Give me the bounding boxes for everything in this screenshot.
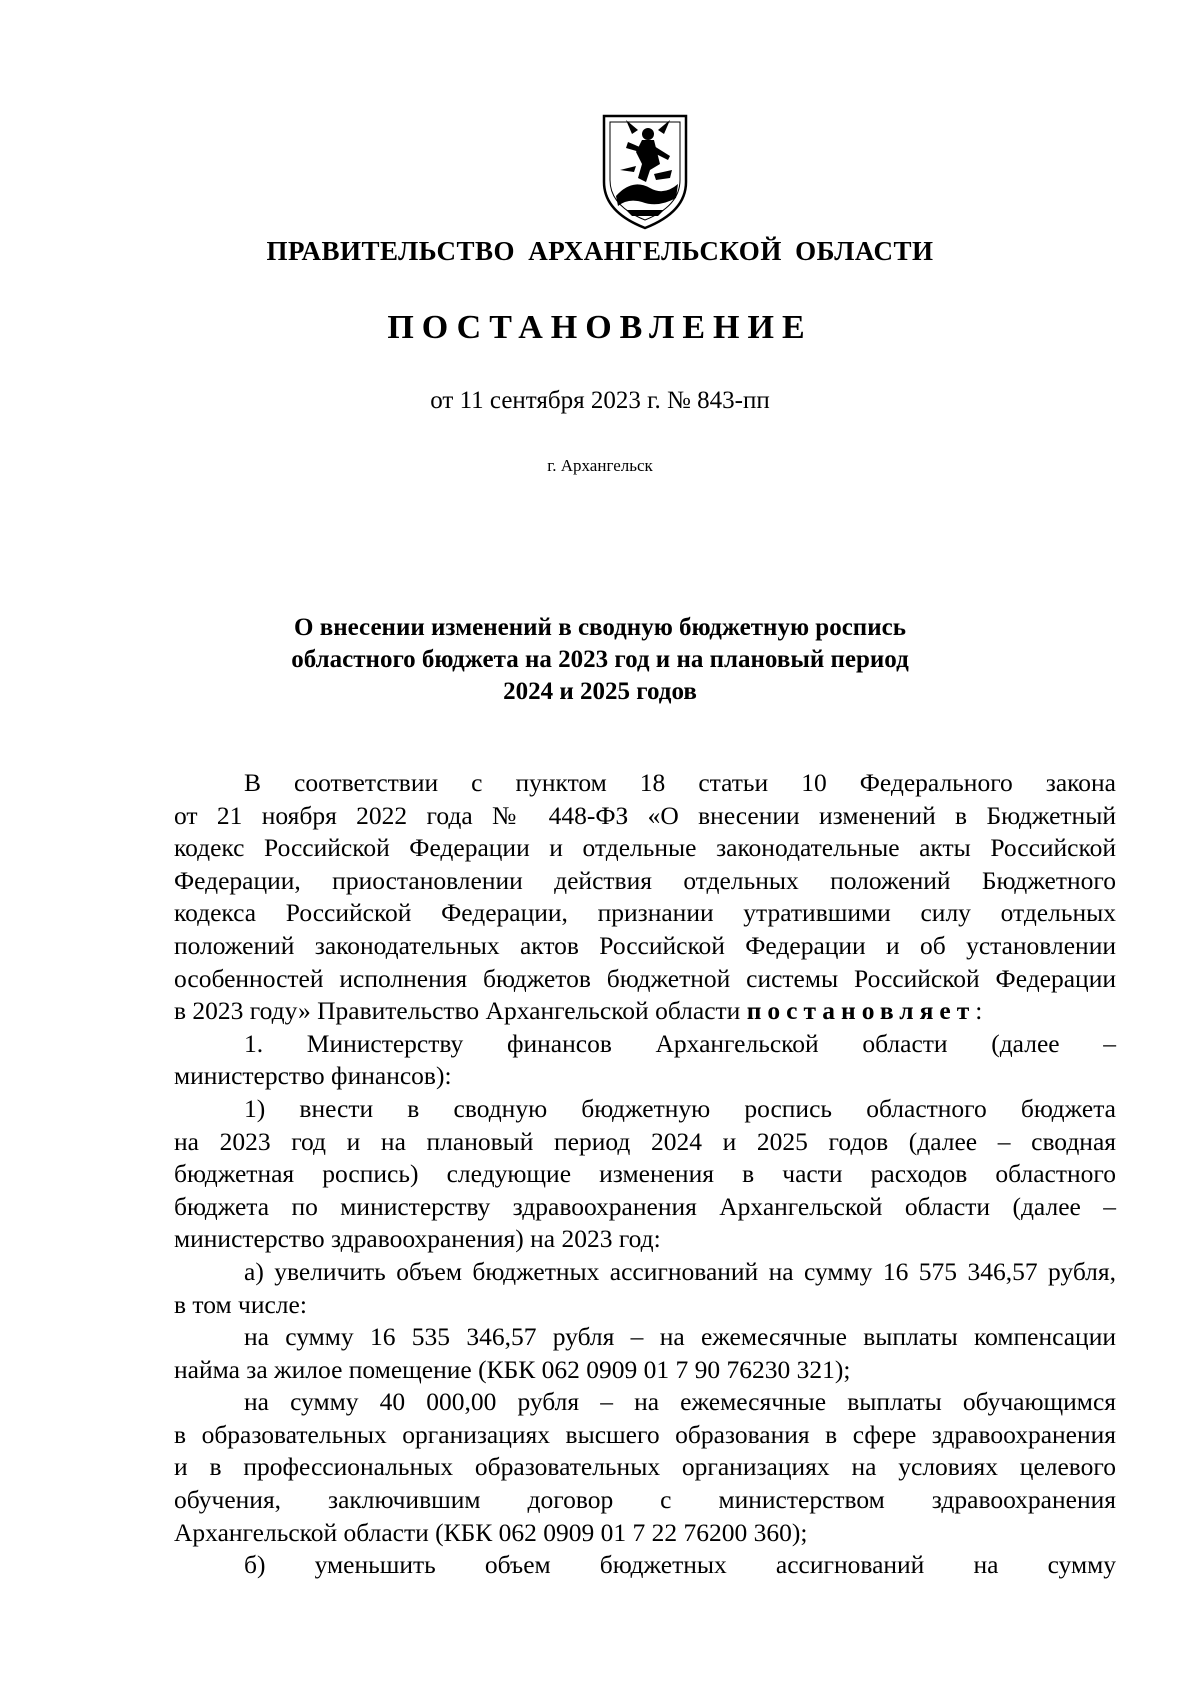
body-text: в 2023 году» Правительство Архангельской области — [174, 996, 741, 1026]
body-line: в том числе: — [174, 1289, 307, 1319]
body-line: Федерации, приостановлении действия отдельных положений Бюджетного — [174, 865, 1116, 895]
resolves-word: постановляет — [746, 996, 976, 1026]
document-title — [200, 612, 1000, 708]
body-line: найма за жилое помещение (КБК 062 0909 01 7 90 76230 321); — [174, 1354, 851, 1384]
body-line: б) уменьшить объем бюджетных ассигнований на сумму — [244, 1550, 1116, 1580]
body-line: кодекса Российской Федерации, признании утратившими силу отдельных — [174, 898, 1116, 928]
body-line: на 2023 год и на плановый период 2024 и 2025 годов (далее – сводная — [174, 1126, 1116, 1156]
title-line: областного бюджета на 2023 год и на плановый период — [291, 646, 909, 673]
document-date-number: от 11 сентября 2023 г. № 843-пп — [430, 387, 770, 414]
body-line: на сумму 40 000,00 рубля – на ежемесячные выплаты обучающимся — [244, 1387, 1116, 1417]
body-line: 1) внести в сводную бюджетную роспись областного бюджета — [244, 1093, 1116, 1123]
body-line: бюджетная роспись) следующие изменения в части расходов областного — [174, 1159, 1116, 1189]
colon: : — [975, 996, 983, 1026]
body-line: на сумму 16 535 346,57 рубля – на ежемесячные выплаты компенсации — [244, 1322, 1116, 1352]
body-line: кодекс Российской Федерации и отдельные законодательные акты Российской — [174, 833, 1116, 863]
body-line: и в профессиональных образовательных организациях на условиях целевого — [174, 1452, 1116, 1482]
title-line: О внесении изменений в сводную бюджетную роспись — [294, 614, 906, 641]
body-line: В соответствии с пунктом 18 статьи 10 Федерального закона — [244, 768, 1116, 797]
body-line: положений законодательных актов Российской Федерации и об установлении — [174, 930, 1116, 960]
body-line: 1. Министерству финансов Архангельской области (далее – — [244, 1028, 1116, 1058]
document-city: г. Архангельск — [547, 456, 653, 475]
body-line: министерство финансов): — [174, 1061, 452, 1091]
body-line — [174, 995, 1116, 1028]
body-line: особенностей исполнения бюджетов бюджетной системы Российской Федерации — [174, 963, 1116, 993]
document-type: ПОСТАНОВЛЕНИЕ — [387, 309, 813, 346]
body-line: Архангельской области (КБК 062 0909 01 7 22 76200 360); — [174, 1517, 808, 1547]
body-line: а) увеличить объем бюджетных ассигнований на сумму 16 575 346,57 рубля, — [244, 1256, 1116, 1286]
body-line: обучения, заключившим договор с министерством здравоохранения — [174, 1485, 1116, 1515]
coat-of-arms-icon — [598, 112, 692, 232]
body-line: бюджета по министерству здравоохранения Архангельской области (далее – — [174, 1191, 1116, 1221]
body-line: от 21 ноября 2022 года № 448-ФЗ «О внесении изменений в Бюджетный — [174, 800, 1116, 830]
title-line: 2024 и 2025 годов — [503, 678, 697, 705]
document-body — [174, 767, 1116, 1582]
organization-name: ПРАВИТЕЛЬСТВО АРХАНГЕЛЬСКОЙ ОБЛАСТИ — [266, 236, 934, 266]
body-line: в образовательных организациях высшего образования в сфере здравоохранения — [174, 1419, 1116, 1449]
body-line: министерство здравоохранения) на 2023 год: — [174, 1224, 661, 1254]
